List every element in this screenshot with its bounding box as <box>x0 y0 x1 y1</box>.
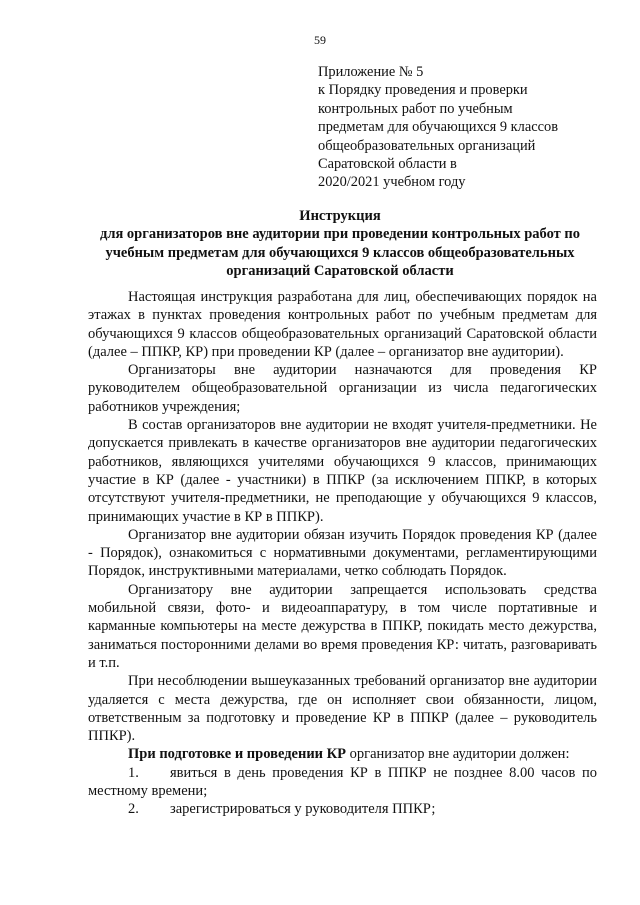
title-line: организаций Саратовской области <box>226 262 454 279</box>
duties-intro <box>88 745 597 763</box>
title-line: учебным предметам для обучающихся 9 классов общеобразовательных <box>105 244 575 261</box>
list-number: 1. <box>128 764 139 781</box>
title-line: для организаторов вне аудитории при проведении контрольных работ по <box>99 226 581 243</box>
appendix-header <box>318 63 618 192</box>
paragraph: Организатору вне аудитории запрещается использовать средства мобильной связи, фото- и видеоаппаратуру, в том числе портативные и карманные компьютеры на месте дежурства в ППКР, покидать место дежурства, заниматься посторонними делами во время проведения КР: читать, разговаривать и т.п. <box>88 581 597 671</box>
document-body <box>88 288 597 819</box>
document-title <box>80 207 600 280</box>
paragraph: Настоящая инструкция разработана для лиц, обеспечивающих порядок на этажах в пунктах проведения контрольных работ по учебным предметам для обучающихся 9 классов общеобразовательных организаций Саратовской области (далее – ППКР, КР) при проведении КР (далее – организатор вне аудитории). <box>88 289 597 360</box>
duties-intro-bold: При подготовке и проведении КР <box>128 746 347 763</box>
list-number: 2. <box>128 801 139 818</box>
appendix-line: к Порядку проведения и проверки <box>318 82 528 99</box>
appendix-line: предметам для обучающихся 9 классов <box>318 119 559 136</box>
list-text: явиться в день проведения КР в ППКР не позднее 8.00 часов по местному времени; <box>88 764 597 800</box>
appendix-line: Саратовской области в <box>318 156 457 173</box>
list-item <box>88 764 597 801</box>
appendix-line: общеобразовательных организаций <box>318 137 536 154</box>
appendix-line: Приложение № 5 <box>318 64 424 80</box>
paragraph: Организаторы вне аудитории назначаются для проведения КР руководителем общеобразовательной организации из числа педагогических работников учреждения; <box>88 362 597 415</box>
appendix-line: 2020/2021 учебном году <box>318 174 466 191</box>
paragraph: Организатор вне аудитории обязан изучить Порядок проведения КР (далее - Порядок), ознакомиться с нормативными документами, регламентирующими Порядок, инструктивными материалами, четко соблюдать Порядок. <box>88 526 597 580</box>
duties-intro-rest: организатор вне аудитории должен: <box>346 746 570 763</box>
paragraph: При несоблюдении вышеуказанных требований организатор вне аудитории удаляется с места дежурства, где он исполняет свои обязанности, лицом, ответственным за подготовку и проведение КР в ППКР (далее – руководитель ППКР). <box>88 673 597 745</box>
page-number: 59 <box>314 33 326 47</box>
list-item <box>88 800 597 818</box>
paragraph: В состав организаторов вне аудитории не входят учителя-предметники. Не допускается привлекать в качестве организаторов вне аудитории педагогических работников, являющихся учителями обучающихся 9 классов, принимающих участие в КР (далее - участники) в ППКР (за исключением ППКР, в которых отсутствуют учителя-предметники, не преподающие у обучающихся 9 классов, принимающих участие в КР в ППКР). <box>88 417 597 525</box>
title-heading: Инструкция <box>299 208 381 224</box>
appendix-line: контрольных работ по учебным <box>318 100 513 117</box>
list-text: зарегистрироваться у руководителя ППКР; <box>170 801 436 818</box>
